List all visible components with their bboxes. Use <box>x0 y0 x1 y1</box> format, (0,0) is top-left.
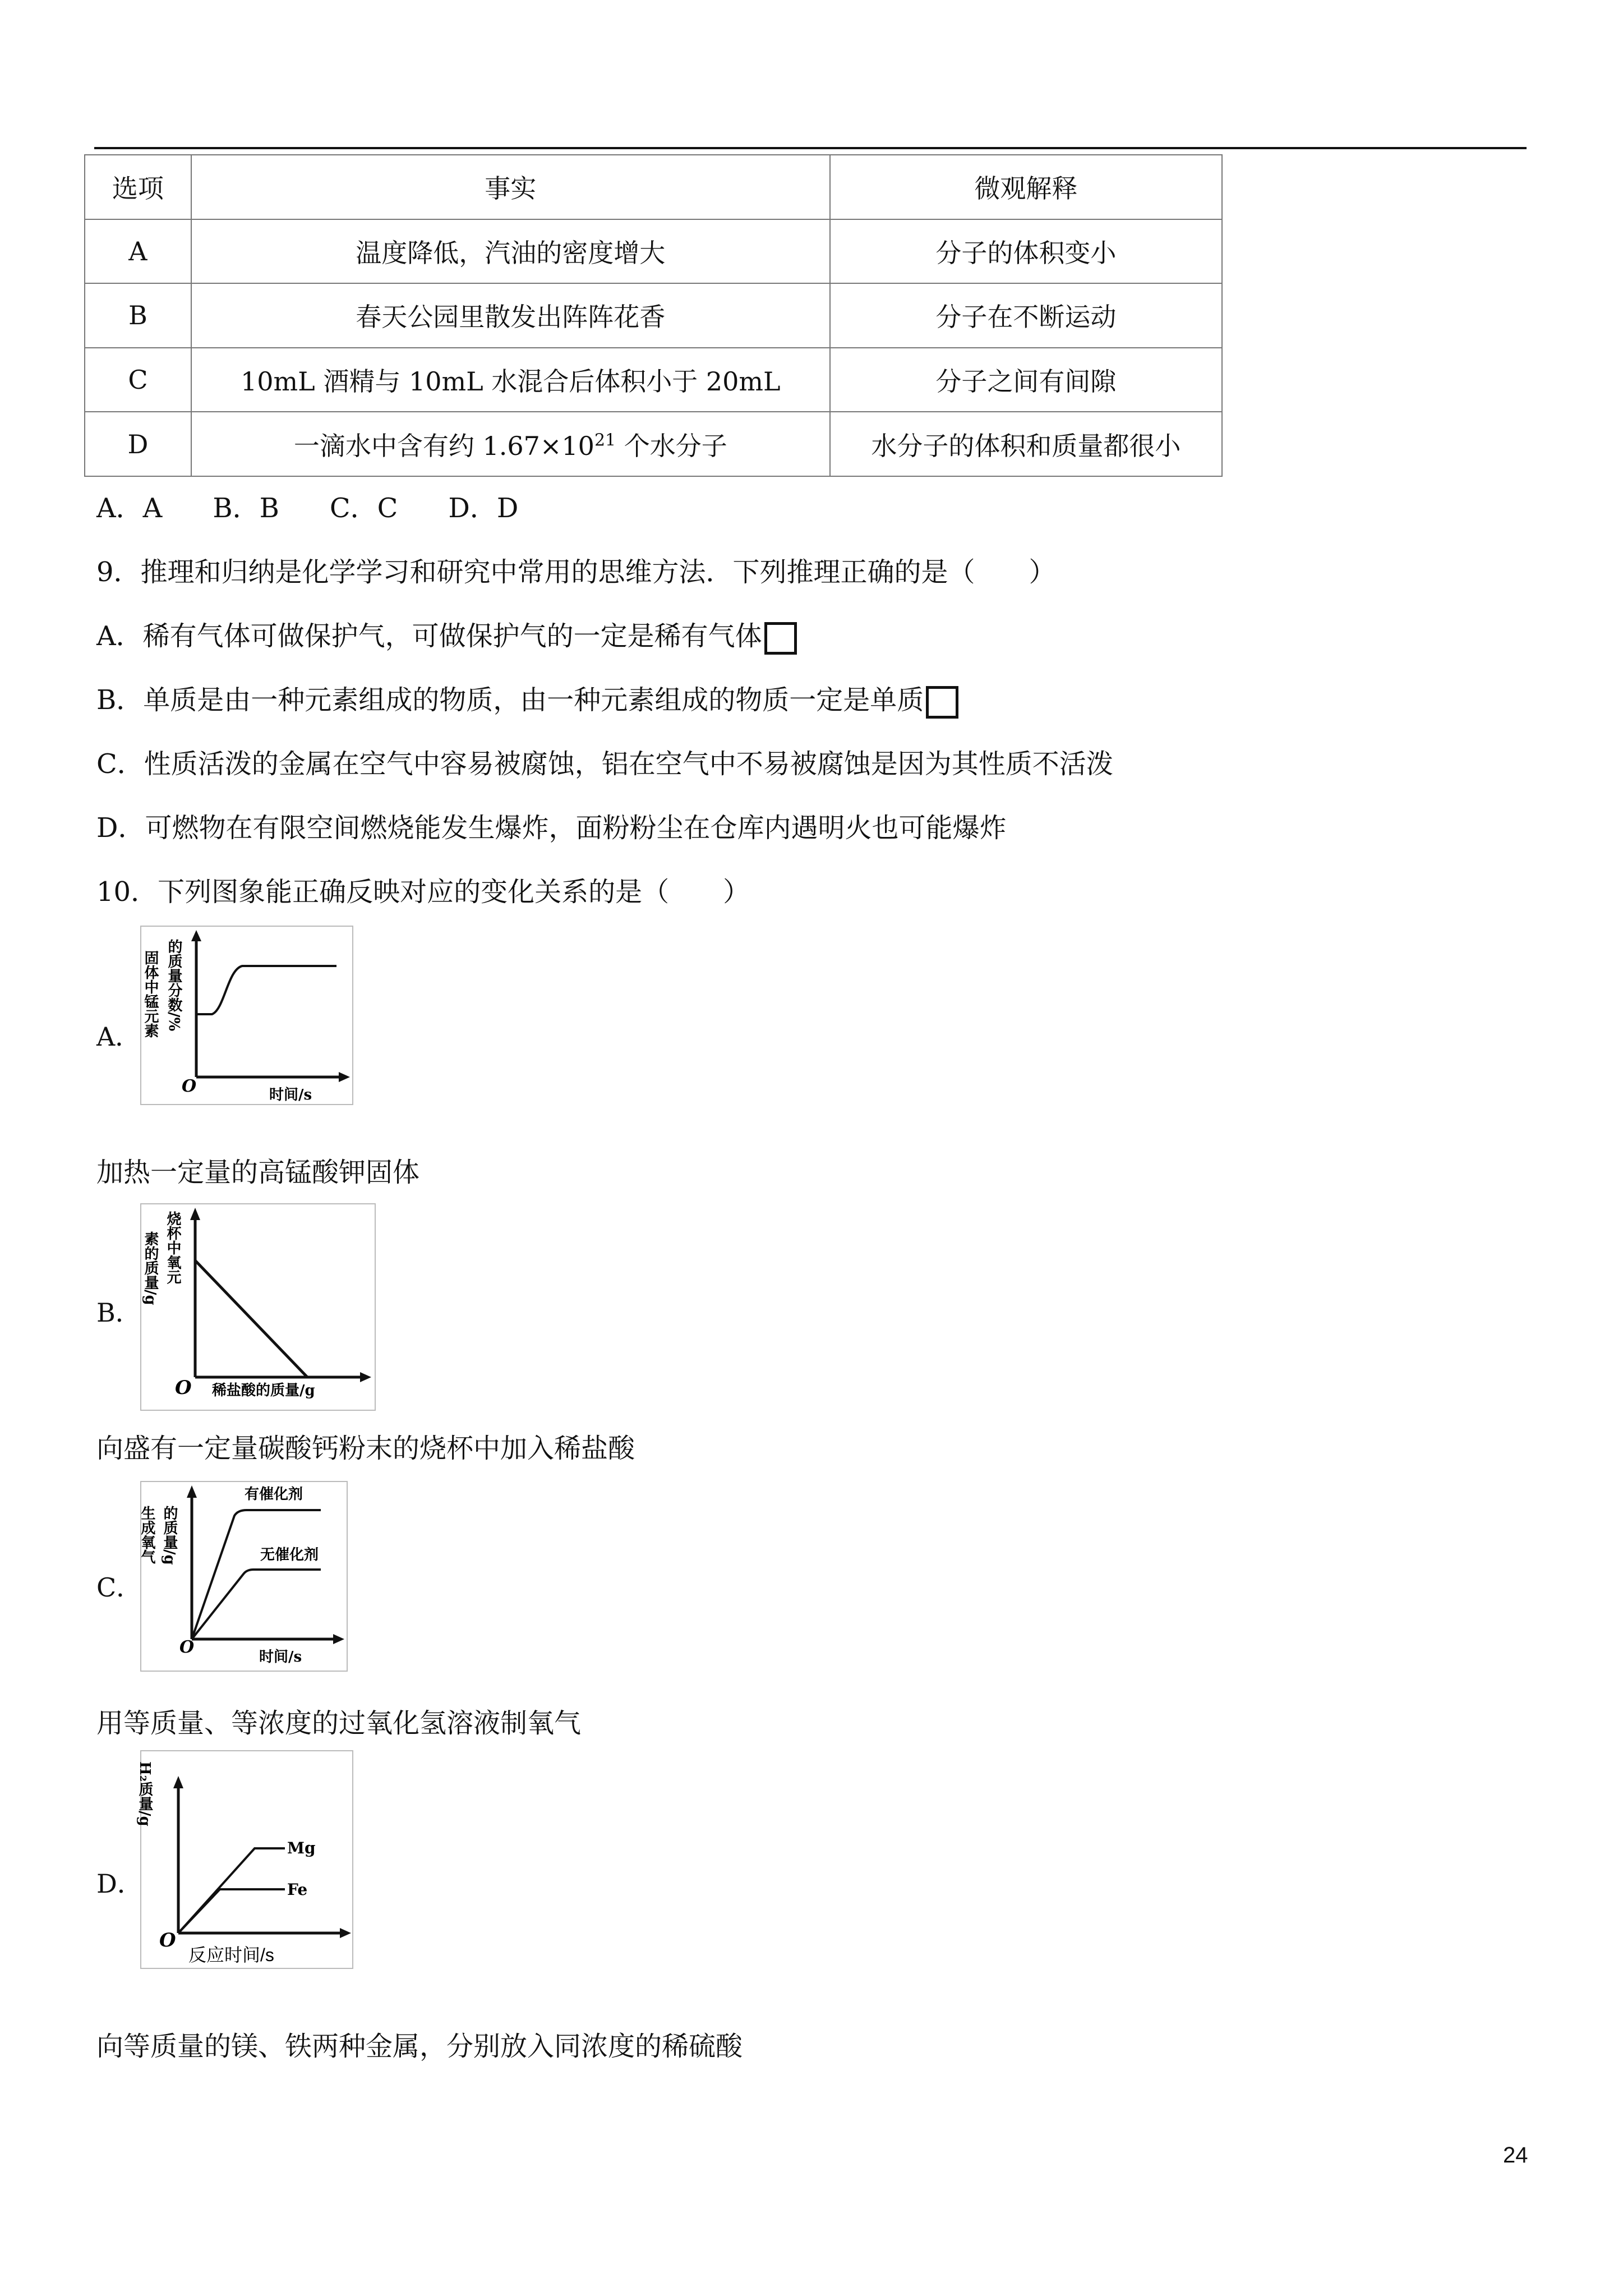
q8-options <box>96 491 569 525</box>
y-axis-arrow <box>190 1208 200 1220</box>
row-option: B <box>85 283 191 348</box>
y-label-col-2: 烧杯中氧元 <box>164 1211 181 1284</box>
table-row <box>85 219 1222 284</box>
chart-b <box>140 1203 376 1411</box>
facts-table <box>84 154 1223 477</box>
q9-option-d: D．可燃物在有限空间燃烧能发生爆炸，面粉粉尘在仓库内遇明火也可能爆炸 <box>96 812 1007 844</box>
fig-d-caption: 向等质量的镁、铁两种金属，分别放入同浓度的稀硫酸 <box>96 2031 743 2062</box>
q9-stem: 9．推理和归纳是化学学习和研究中常用的思维方法．下列推理正确的是（ ） <box>96 556 1056 588</box>
q8-option: D．D <box>448 493 519 524</box>
chart-a-svg <box>140 926 353 1105</box>
chart-c <box>140 1481 348 1672</box>
fact-prefix: 一滴水中含有约 1.67×10 <box>293 430 594 461</box>
chart-a <box>140 926 353 1105</box>
x-label: 时间/s <box>259 1649 302 1665</box>
y-axis-arrow <box>187 1485 197 1498</box>
series-label-fe: Fe <box>287 1880 308 1899</box>
series-line-mg <box>178 1848 285 1933</box>
fig-c-caption: 用等质量、等浓度的过氧化氢溶液制氧气 <box>96 1708 582 1739</box>
x-label: 反应时间/s <box>188 1945 274 1965</box>
x-label: 时间/s <box>269 1087 312 1103</box>
table-row <box>85 283 1222 348</box>
fig-a-letter: A． <box>96 1022 141 1052</box>
series-line <box>195 1260 307 1377</box>
row-fact: 温度降低，汽油的密度增大 <box>191 219 830 284</box>
table-header-row <box>85 155 1222 219</box>
fig-d-letter: D． <box>96 1869 143 1899</box>
y-label-col-2: 的质量/g <box>161 1506 178 1565</box>
y-label-col-1: H₂质量/g <box>136 1761 153 1826</box>
row-option: D <box>85 412 191 476</box>
series-label-mg: Mg <box>287 1839 316 1857</box>
series-line-fe <box>178 1889 285 1933</box>
header-rule <box>94 147 1527 149</box>
row-explanation: 分子之间有间隙 <box>830 348 1222 412</box>
q9-option-b-text: B．单质是由一种元素组成的物质，由一种元素组成的物质一定是单质 <box>96 684 924 716</box>
fact-exponent: 21 <box>594 430 616 450</box>
row-fact: 10mL 酒精与 10mL 水混合后体积小于 20mL <box>191 348 830 412</box>
table-row <box>85 412 1222 476</box>
chart-b-svg <box>140 1203 376 1411</box>
x-axis-arrow <box>333 1634 344 1644</box>
x-axis-arrow <box>339 1072 350 1082</box>
q8-option: A．A <box>96 493 163 524</box>
fig-b-letter: B． <box>96 1297 141 1328</box>
q8-option: B．B <box>213 493 279 524</box>
row-explanation: 分子在不断运动 <box>830 283 1222 348</box>
series-label-catalyst: 有催化剂 <box>245 1486 303 1503</box>
fig-a-caption: 加热一定量的高锰酸钾固体 <box>96 1157 420 1188</box>
chart-d <box>136 1750 353 1969</box>
row-explanation: 分子的体积变小 <box>830 219 1222 284</box>
y-label-col-1: 素的质量/g <box>142 1231 159 1305</box>
y-axis-arrow <box>173 1776 183 1788</box>
q9-option-b <box>96 683 958 719</box>
answer-box <box>926 686 958 719</box>
q10-stem: 10．下列图象能正确反映对应的变化关系的是（ ） <box>96 876 750 908</box>
origin-label: O <box>175 1377 192 1399</box>
header-option: 选项 <box>85 155 191 219</box>
page-number: 24 <box>1503 2143 1528 2168</box>
fig-c-letter: C． <box>96 1572 142 1603</box>
series-label-no-catalyst: 无催化剂 <box>260 1547 319 1563</box>
answer-box <box>764 622 797 655</box>
header-explanation: 微观解释 <box>830 155 1222 219</box>
header-fact: 事实 <box>191 155 830 219</box>
row-explanation: 水分子的体积和质量都很小 <box>830 412 1222 476</box>
series-line-catalyst <box>192 1510 321 1639</box>
row-fact: 春天公园里散发出阵阵花香 <box>191 283 830 348</box>
y-label-col-1: 固体中锰元素 <box>142 950 159 1038</box>
origin-label: O <box>159 1929 176 1952</box>
y-label-col-1: 生成氧气 <box>139 1506 155 1564</box>
row-option: A <box>85 219 191 284</box>
y-axis-arrow <box>191 930 201 941</box>
q8-option: C．C <box>329 493 398 524</box>
q9-option-c: C．性质活泼的金属在空气中容易被腐蚀，铝在空气中不易被腐蚀是因为其性质不活泼 <box>96 748 1113 780</box>
y-label-col-2: 的质量分数/% <box>165 939 182 1032</box>
x-axis-arrow <box>360 1372 371 1382</box>
series-line <box>196 966 336 1014</box>
origin-label: O <box>179 1637 195 1657</box>
chart-d-svg <box>136 1750 353 1969</box>
row-option: C <box>85 348 191 412</box>
x-label: 稀盐酸的质量/g <box>212 1382 315 1399</box>
x-axis-arrow <box>340 1928 351 1938</box>
q9-option-a <box>96 619 797 655</box>
fact-suffix: 个水分子 <box>616 430 727 461</box>
chart-c-svg <box>140 1481 348 1672</box>
origin-label: O <box>182 1076 197 1096</box>
table-row <box>85 348 1222 412</box>
q9-option-a-text: A．稀有气体可做保护气，可做保护气的一定是稀有气体 <box>96 620 762 652</box>
fig-b-caption: 向盛有一定量碳酸钙粉末的烧杯中加入稀盐酸 <box>96 1433 635 1464</box>
row-fact <box>191 412 830 476</box>
